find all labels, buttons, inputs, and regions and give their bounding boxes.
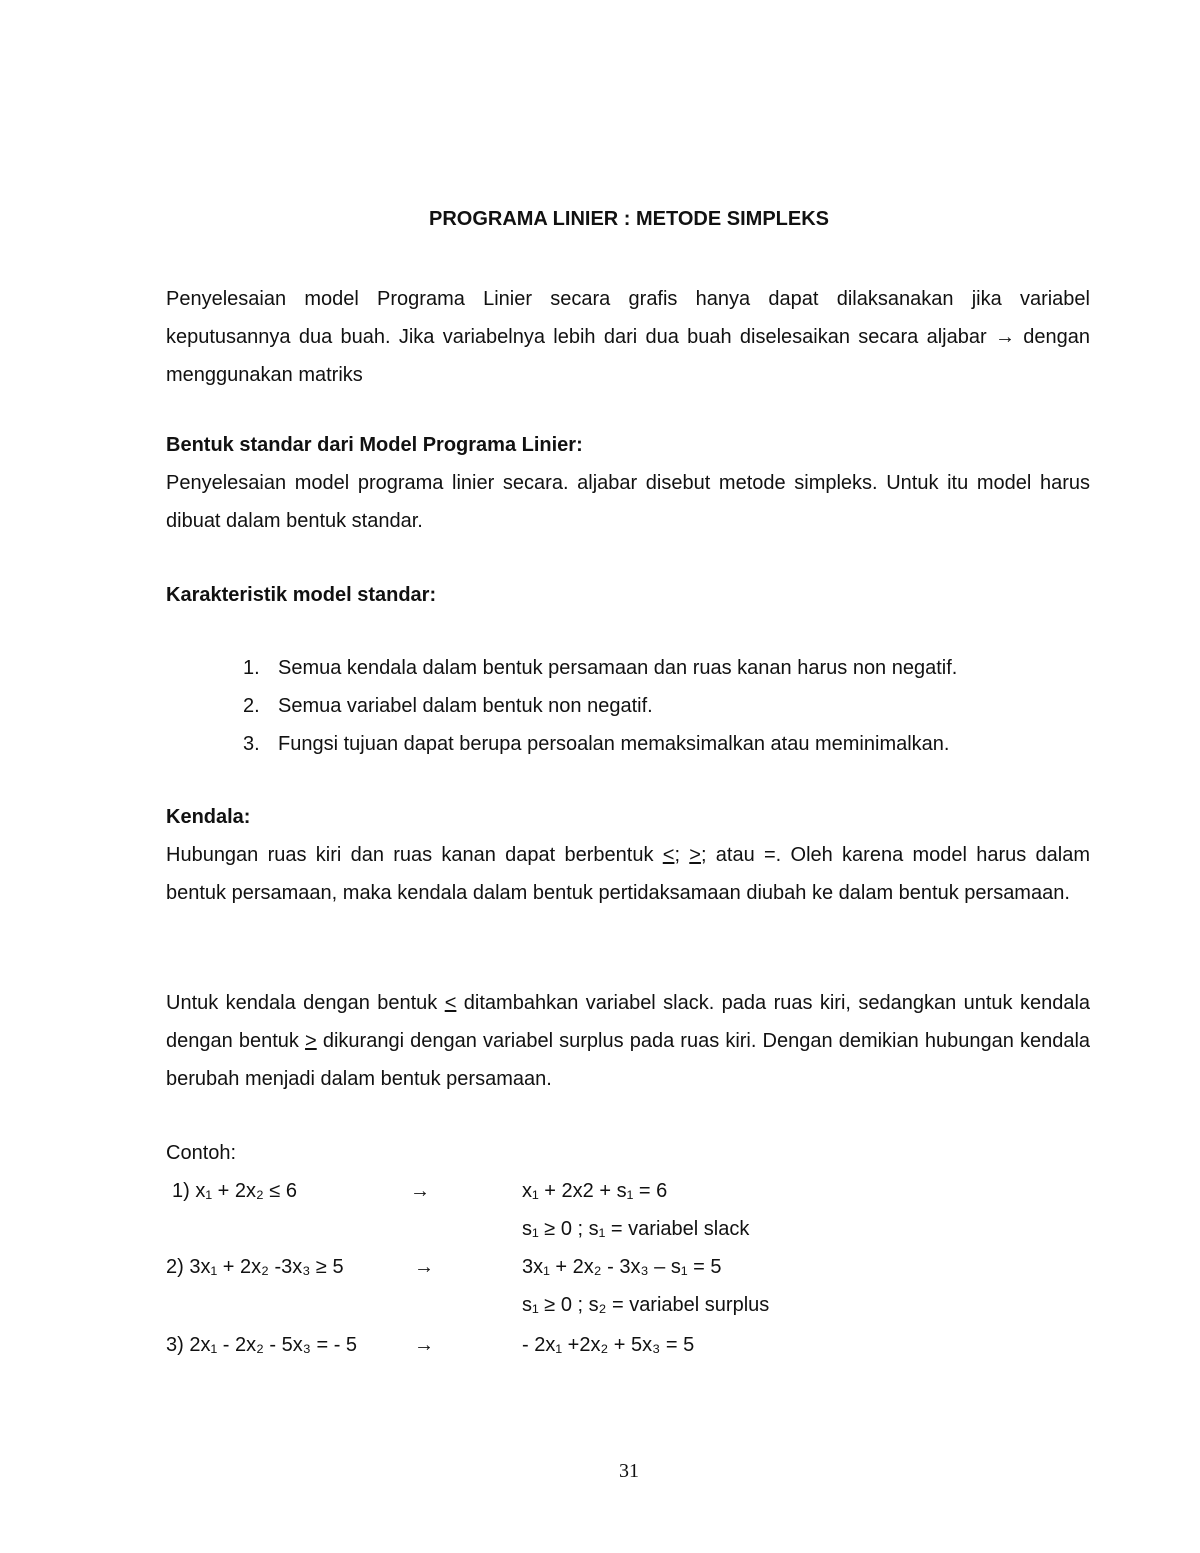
page-number: 31	[619, 1460, 639, 1482]
list-number: 2.	[243, 695, 260, 717]
example-1-left: 1) x₁ + 2x₂ ≤ 6	[172, 1180, 297, 1202]
contoh-label: Contoh:	[166, 1142, 237, 1164]
example-2-right: 3x₁ + 2x₂ - 3x₃ – s₁ = 5	[522, 1256, 722, 1278]
kendala-text: ; atau =. Oleh karena model harus dalam bentuk persamaan, maka kendala dalam bentuk pertidaksamaan diubah ke dalam bentuk persamaan.	[166, 844, 1090, 904]
arrow-icon: →	[414, 1256, 434, 1278]
list-number: 1.	[243, 657, 260, 679]
example-1-right: x₁ + 2x2 + s₁ = 6	[522, 1180, 668, 1202]
kendala-text: ditambahkan variabel slack. pada ruas kiri, sedangkan untuk kendala dengan bentuk	[166, 992, 1091, 1052]
list-text: Semua variabel dalam bentuk non negatif.	[278, 695, 653, 717]
intro-text-2: dengan menggunakan matriks	[166, 326, 1090, 386]
list-text: Fungsi tujuan dapat berupa persoalan memaksimalkan atau meminimalkan.	[278, 733, 950, 755]
intro-text-1: Penyelesaian model Programa Linier secara grafis hanya dapat dilaksanakan jika variabel keputusannya dua buah. Jika variabelnya lebih dari dua buah diselesaikan secara aljabar	[166, 288, 1090, 348]
kendala-text: dikurangi dengan variabel surplus pada ruas kiri. Dengan demikian hubungan kendala berubah menjadi dalam bentuk persamaan.	[166, 1030, 1091, 1090]
arrow-icon: →	[410, 1180, 430, 1202]
arrow-icon: →	[414, 1334, 434, 1356]
example-2-left: 2) 3x₁ + 2x₂ -3x₃ ≥ 5	[166, 1256, 344, 1278]
greater-equal-symbol: >	[305, 1030, 317, 1052]
page-title: PROGRAMA LINIER : METODE SIMPLEKS	[428, 208, 830, 230]
kendala-text: Hubungan ruas kiri dan ruas kanan dapat berbentuk	[166, 844, 654, 866]
list-text: Semua kendala dalam bentuk persamaan dan ruas kanan harus non negatif.	[278, 657, 958, 679]
list-number: 3.	[243, 733, 260, 755]
example-1-note: s₁ ≥ 0 ; s₁ = variabel slack	[522, 1218, 750, 1240]
bentuk-heading: Bentuk standar dari Model Programa Linier:	[166, 434, 583, 456]
kendala-paragraph-2	[166, 984, 1090, 1098]
separator: ;	[674, 844, 680, 866]
example-3-right: - 2x₁ +2x₂ + 5x₃ = 5	[522, 1334, 695, 1356]
kendala-paragraph-1	[166, 836, 1090, 912]
less-equal-symbol: <	[444, 992, 457, 1014]
arrow-icon: →	[994, 326, 1015, 348]
example-3-left: 3) 2x₁ - 2x₂ - 5x₃ = - 5	[166, 1334, 358, 1356]
karakteristik-heading: Karakteristik model standar:	[166, 584, 437, 606]
kendala-text: Untuk kendala dengan bentuk	[166, 992, 438, 1014]
bentuk-paragraph: Penyelesaian model programa linier secara. aljabar disebut metode simpleks. Untuk itu model harus dibuat dalam bentuk standar.	[166, 472, 1090, 532]
less-equal-symbol: <	[662, 844, 675, 866]
kendala-heading: Kendala:	[166, 806, 251, 828]
greater-equal-symbol: >	[689, 844, 701, 866]
example-2-note: s₁ ≥ 0 ; s₂ = variabel surplus	[522, 1294, 770, 1316]
intro-paragraph	[166, 280, 1090, 394]
